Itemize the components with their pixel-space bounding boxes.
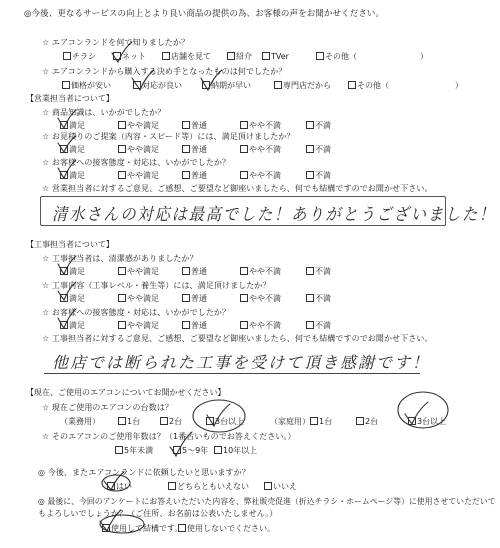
- sales-comment-prompt: ☆ 営業担当者に対するご意見、ご感想、ご要望など御座いましたら、何でも結構ですのでお聞かせ下さい。: [42, 184, 433, 193]
- circle-business-3plus: [193, 400, 245, 432]
- option-fast-delivery[interactable]: 納期が早い: [202, 81, 251, 91]
- business-2[interactable]: 2台: [160, 417, 182, 427]
- sales-q-knowledge: ☆ 商品知識は、いかがでしたか？: [42, 108, 166, 117]
- sales-q3-opt2[interactable]: やや満足: [118, 171, 159, 181]
- sales-q3-opt1[interactable]: 満足: [60, 171, 85, 181]
- const-q1-opt3[interactable]: 普通: [182, 267, 207, 277]
- option-net[interactable]: ネット: [113, 52, 146, 62]
- sales-q3-opt3[interactable]: 普通: [182, 171, 207, 181]
- consent-q-line1: ◎ 最後に、今回のアンケートにお答えいただいた内容を、弊社販売促進（折込チラシ・ホームページ等）に使用させていただいて: [38, 497, 496, 506]
- years-5to9[interactable]: 5〜9年: [173, 446, 208, 456]
- section-construction: 【工事担当者について】: [26, 240, 114, 249]
- sales-q1-opt1[interactable]: 満足: [60, 121, 85, 131]
- const-q3-opt2[interactable]: やや満足: [118, 321, 159, 331]
- option-other-2[interactable]: その他（: [348, 81, 389, 91]
- sales-q1-opt4[interactable]: やや不満: [240, 121, 281, 131]
- const-q-attitude: ☆ お客様への接客態度・対応は、いかがでしたか？: [42, 308, 231, 317]
- question-deciding-factor: ☆ エアコンランドから購入する決め手となったものは何でしたか？: [42, 67, 287, 76]
- other2-close-paren: ）: [455, 81, 463, 90]
- const-q2-opt4[interactable]: やや不満: [240, 294, 281, 304]
- sales-q2-opt1[interactable]: 満足: [60, 145, 85, 155]
- const-q1-opt4[interactable]: やや不満: [240, 267, 281, 277]
- const-q3-opt3[interactable]: 普通: [182, 321, 207, 331]
- current-q-years: ☆ そのエアコンのご使用年数は？（1番古いものでお答えください。）: [42, 432, 296, 441]
- const-q2-opt5[interactable]: 不満: [306, 294, 331, 304]
- consent-ok[interactable]: 使用して結構です。: [102, 524, 182, 534]
- business-3plus[interactable]: 3台以上: [206, 417, 244, 427]
- consent-ng[interactable]: 使用しないでください。: [178, 524, 275, 534]
- const-q3-opt5[interactable]: 不満: [306, 321, 331, 331]
- sales-q2-opt5[interactable]: 不満: [306, 145, 331, 155]
- option-store[interactable]: 店舗を見て: [162, 52, 211, 62]
- sales-q1-opt3[interactable]: 普通: [182, 121, 207, 131]
- future-yes[interactable]: はい: [107, 482, 132, 492]
- future-no[interactable]: いいえ: [264, 482, 297, 492]
- survey-intro: ◎今後、更なるサービスの向上とより良い商品の提供の為、お客様の声をお聞かせください。: [24, 9, 385, 19]
- const-q2-opt3[interactable]: 普通: [182, 294, 207, 304]
- sales-q-proposal: ☆ お見積りのご提案（内容・スピード等）には、満足頂けましたか？: [42, 132, 295, 141]
- const-q1-opt5[interactable]: 不満: [306, 267, 331, 277]
- home-1[interactable]: 1台: [310, 417, 332, 427]
- section-sales: 【営業担当者について】: [26, 94, 114, 103]
- sales-q2-opt4[interactable]: やや不満: [240, 145, 281, 155]
- const-q-content: ☆ 工事内容（工事レベル・養生等）には、満足頂けましたか？: [42, 281, 271, 290]
- home-3plus[interactable]: 3台以上: [408, 417, 446, 427]
- sales-q3-opt5[interactable]: 不満: [306, 171, 331, 181]
- home-2[interactable]: 2台: [356, 417, 378, 427]
- sales-q1-opt2[interactable]: やや満足: [118, 121, 159, 131]
- option-referral[interactable]: 紹介: [227, 52, 252, 62]
- const-comment-prompt: ☆ 工事担当者に対するご意見、ご感想、ご要望など御座いましたら、何でも結構ですのでお聞かせ下さい。: [42, 334, 433, 343]
- option-specialty[interactable]: 専門店だから: [274, 81, 331, 91]
- const-q2-opt2[interactable]: やや満足: [118, 294, 159, 304]
- current-q-count: ☆ 現在ご使用のエアコンの台数は？: [42, 403, 174, 412]
- const-q-cleanliness: ☆ 工事担当者は、清潔感がありましたか？: [42, 254, 198, 263]
- option-flyer[interactable]: チラシ: [63, 52, 96, 62]
- sales-comment-text: 清水さんの対応は最高でした！ありがとうございました！: [52, 205, 497, 225]
- sales-q2-opt3[interactable]: 普通: [182, 145, 207, 155]
- sales-q3-opt4[interactable]: やや不満: [240, 171, 281, 181]
- question-how-known: ☆ エアコンランドを何で知りましたか？: [42, 38, 190, 47]
- const-q3-opt4[interactable]: やや不満: [240, 321, 281, 331]
- other-close-paren: ）: [420, 52, 428, 61]
- const-comment-text: 他店では断られた工事を受けて頂き感謝です！: [52, 353, 431, 372]
- const-q1-opt2[interactable]: やや満足: [118, 267, 159, 277]
- sales-q-attitude: ☆ お客様への接客態度・対応は、いかがでしたか？: [42, 158, 231, 167]
- section-current-aircon: 【現在、ご使用のエアコンについてお聞かせください】: [26, 388, 226, 397]
- option-tver[interactable]: TVer: [262, 52, 289, 62]
- sales-q1-opt5[interactable]: 不満: [306, 121, 331, 131]
- const-comment-underline: [44, 373, 420, 374]
- label-business: （業務用）: [60, 417, 100, 426]
- const-q1-opt1[interactable]: 満足: [60, 267, 85, 277]
- label-home: （家庭用）: [270, 417, 310, 426]
- sales-q2-opt2[interactable]: やや満足: [118, 145, 159, 155]
- consent-q-line2: もよろしいでしょうか？（ご住所、お名前は公表いたしません。）: [38, 509, 278, 518]
- years-10plus[interactable]: 10年以上: [214, 446, 257, 456]
- option-good-service[interactable]: 対応が良い: [133, 81, 182, 91]
- const-q2-opt1[interactable]: 満足: [60, 294, 85, 304]
- option-other[interactable]: その他（: [316, 52, 357, 62]
- future-maybe[interactable]: どちらともいえない: [168, 482, 249, 492]
- option-cheap[interactable]: 価格が安い: [62, 81, 111, 91]
- business-1[interactable]: 1台: [118, 417, 140, 427]
- years-under5[interactable]: 5年未満: [115, 446, 153, 456]
- const-q3-opt1[interactable]: 満足: [60, 321, 85, 331]
- future-q: ◎ 今後、またエアコンランドに依頼したいと思いますか？: [38, 468, 250, 477]
